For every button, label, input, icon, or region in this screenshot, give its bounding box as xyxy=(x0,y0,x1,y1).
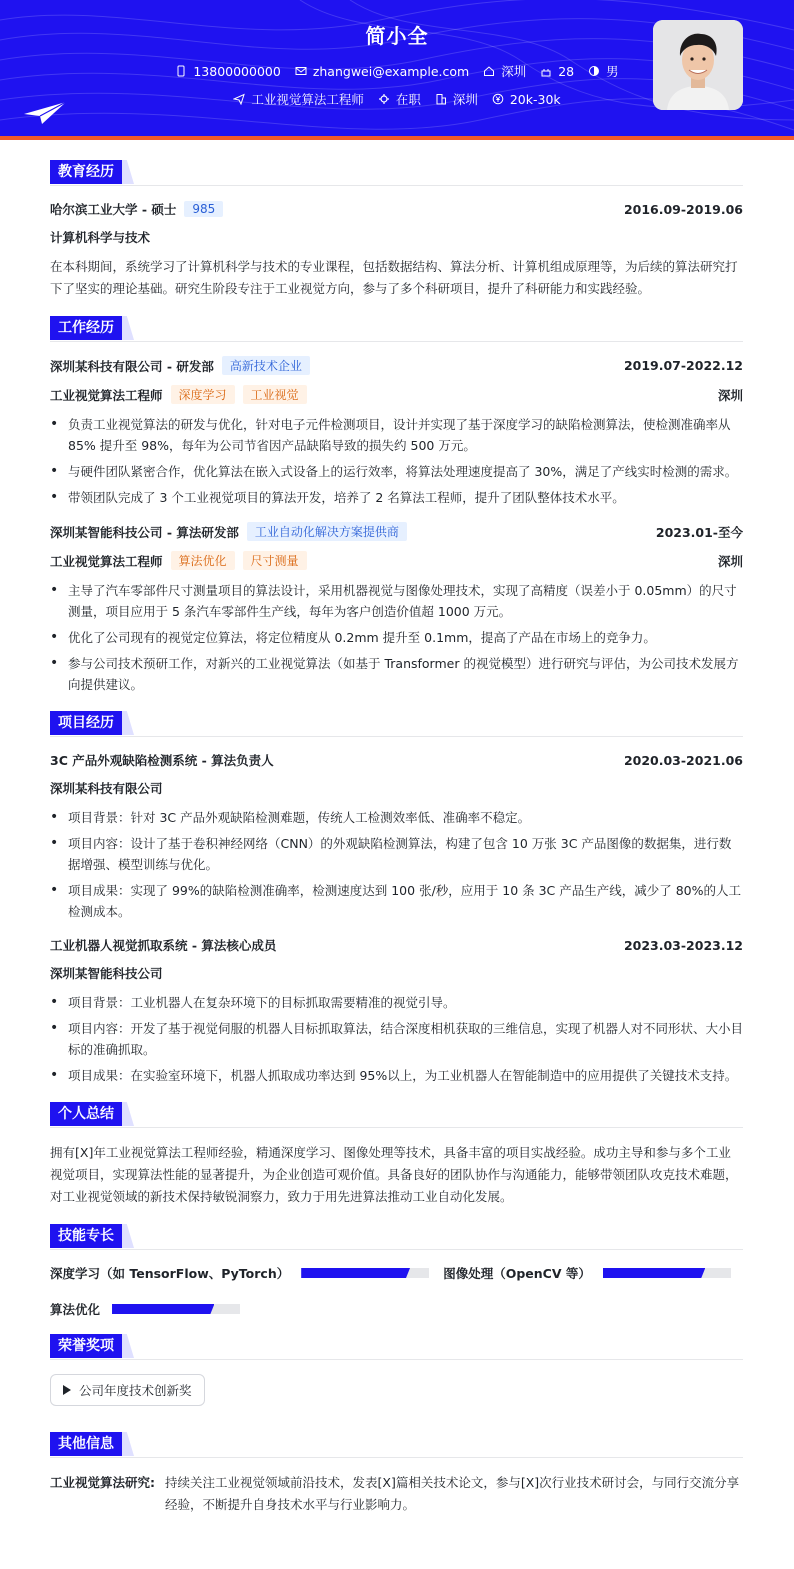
candidate-name: 简小全 xyxy=(365,24,429,48)
bullet-item: • 项目内容：开发了基于视觉伺服的机器人目标抓取算法，结合深度相机获取的三维信息，实现了机器人对不同形状、大小目标的准确抓取。 xyxy=(50,1018,743,1060)
section-title: 其他信息 xyxy=(50,1432,122,1456)
age-item xyxy=(540,62,574,80)
avatar xyxy=(653,20,743,110)
work-bullets xyxy=(50,414,743,508)
skill-name: 深度学习（如 TensorFlow、PyTorch） xyxy=(50,1266,290,1281)
award-button[interactable] xyxy=(50,1374,205,1406)
education-description: 在本科期间，系统学习了计算机科学与技术的专业课程，包括数据结构、算法分析、计算机组成原理等，为后续的算法研究打下了坚实的理论基础。研究生阶段专注于工业视觉方向，参与了多个科研项目，提升了科研能力和实践经验。 xyxy=(50,259,738,296)
location-text: 深圳 xyxy=(501,64,527,79)
section-title-decor xyxy=(122,1432,134,1456)
skills-section xyxy=(50,1224,743,1318)
role-tag: 深度学习 xyxy=(171,385,235,404)
other-info-label: 工业视觉算法研究: xyxy=(50,1475,155,1490)
skill-level-bar xyxy=(301,1268,429,1278)
skill-level-fill xyxy=(603,1268,705,1278)
target-city-item xyxy=(435,90,478,108)
salary-icon xyxy=(492,93,504,105)
other-section xyxy=(50,1432,743,1516)
position-item xyxy=(233,90,364,108)
bullet-item: • 优化了公司现有的视觉定位算法，将定位精度从 0.2mm 提升至 0.1mm，提高了产品在市场上的竞争力。 xyxy=(50,627,743,648)
skills-list xyxy=(50,1264,743,1318)
target-position: 工业视觉算法工程师 xyxy=(251,92,364,107)
honors-section xyxy=(50,1334,743,1416)
project-bullets xyxy=(50,992,743,1086)
major-row xyxy=(50,228,743,246)
salary-item xyxy=(492,90,561,108)
bullet-item: • 负责工业视觉算法的研发与优化，针对电子元件检测项目，设计并实现了基于深度学习的缺陷检测算法，使检测准确率从 85% 提升至 98%，每年为公司节省因产品缺陷导致的损失约 500 万元。 xyxy=(50,414,743,456)
age-icon xyxy=(540,65,552,77)
section-header xyxy=(50,160,743,186)
age-text: 28 xyxy=(558,63,575,79)
send-icon xyxy=(233,93,245,105)
project-date: 2023.03-2023.12 xyxy=(623,937,743,953)
project-item xyxy=(50,936,743,1086)
status-icon xyxy=(378,93,390,105)
education-header xyxy=(50,200,743,218)
email-item xyxy=(295,62,469,80)
section-header xyxy=(50,316,743,342)
job-role: 工业视觉算法工程师 xyxy=(50,387,163,403)
expected-salary: 20k-30k xyxy=(509,91,561,107)
status-item xyxy=(378,90,421,108)
bullet-item: • 项目成果：实现了 99%的缺陷检测准确率，检测速度达到 100 张/秒，应用于 10 条 3C 产品生产线，减少了 80%的人工检测成本。 xyxy=(50,880,743,922)
email-address: zhangwei@example.com xyxy=(312,63,470,79)
role-tag: 算法优化 xyxy=(171,551,235,570)
avatar-portrait xyxy=(653,20,743,110)
skill-item xyxy=(443,1264,731,1282)
mail-icon xyxy=(295,65,307,77)
section-title-decor xyxy=(122,316,134,340)
bullet-item: • 带领团队完成了 3 个工业视觉项目的算法开发，培养了 2 名算法工程师，提升了团队整体技术水平。 xyxy=(50,487,743,508)
role-tag: 尺寸测量 xyxy=(243,551,307,570)
bullet-item: • 与硬件团队紧密合作，优化算法在嵌入式设备上的运行效率，将算法处理速度提高了 30%，满足了产线实时检测的需求。 xyxy=(50,461,743,482)
section-header xyxy=(50,1432,743,1458)
project-company: 深圳某科技有限公司 xyxy=(50,781,163,796)
major-name: 计算机科学与技术 xyxy=(50,230,151,245)
section-title-decor xyxy=(122,1224,134,1248)
job-role: 工业视觉算法工程师 xyxy=(50,553,163,569)
section-header xyxy=(50,1334,743,1360)
section-title: 荣誉奖项 xyxy=(50,1334,122,1358)
work-city: 深圳 xyxy=(717,387,743,403)
skill-item xyxy=(50,1264,429,1282)
bullet-item: • 项目背景：工业机器人在复杂环境下的目标抓取需要精准的视觉引导。 xyxy=(50,992,743,1013)
bullet-item: • 项目成果：在实验室环境下，机器人抓取成功率达到 95%以上，为工业机器人在智能制造中的应用提供了关键技术支持。 xyxy=(50,1065,743,1086)
section-title: 个人总结 xyxy=(50,1102,122,1126)
skill-level-fill xyxy=(301,1268,410,1278)
work-item xyxy=(50,522,743,695)
work-item xyxy=(50,356,743,508)
company-tag: 高新技术企业 xyxy=(222,356,310,375)
education-section xyxy=(50,160,743,300)
bullet-item: • 参与公司技术预研工作，对新兴的工业视觉算法（如基于 Transformer 的视觉模型）进行研究与评估，为公司技术发展方向提供建议。 xyxy=(50,653,743,695)
role-tag: 工业视觉 xyxy=(243,385,307,404)
project-item xyxy=(50,751,743,922)
skill-name: 图像处理（OpenCV 等） xyxy=(443,1266,591,1281)
skill-name: 算法优化 xyxy=(50,1302,101,1317)
section-title: 工作经历 xyxy=(50,316,122,340)
section-title-decor xyxy=(122,160,134,184)
award-label: 公司年度技术创新奖 xyxy=(79,1383,192,1398)
skill-level-bar xyxy=(112,1304,240,1314)
location-item xyxy=(483,62,526,80)
work-date: 2019.07-2022.12 xyxy=(623,358,743,373)
school-name: 哈尔滨工业大学 - 硕士 xyxy=(50,202,177,217)
project-name: 工业机器人视觉抓取系统 - 算法核心成员 xyxy=(50,938,277,953)
projects-section xyxy=(50,711,743,1086)
target-city: 深圳 xyxy=(452,92,478,107)
phone-item xyxy=(175,62,280,80)
section-title-decor xyxy=(122,1334,134,1358)
section-title: 教育经历 xyxy=(50,160,122,184)
company-name: 深圳某智能科技公司 - 算法研发部 xyxy=(50,524,239,540)
gender-item xyxy=(588,62,619,80)
summary-text: 拥有[X]年工业视觉算法工程师经验，精通深度学习、图像处理等技术，具备丰富的项目实战经验。成功主导和参与多个工业视觉项目，实现算法性能的显著提升，为企业创造可观价值。具备良好的团队协作与沟通能力，能够带领团队攻克技术难题，对工业视觉领域的新技术保持敏锐洞察力，致力于用先进算法推动工业自动化发展。 xyxy=(50,1145,738,1204)
project-name: 3C 产品外观缺陷检测系统 - 算法负责人 xyxy=(50,753,274,768)
bullet-item: • 项目背景：针对 3C 产品外观缺陷检测难题，传统人工检测效率低、准确率不稳定。 xyxy=(50,807,743,828)
section-header xyxy=(50,1224,743,1250)
gender-icon xyxy=(588,65,600,77)
other-info-row xyxy=(50,1472,743,1516)
section-header xyxy=(50,711,743,737)
section-title: 项目经历 xyxy=(50,711,122,735)
project-bullets xyxy=(50,807,743,922)
work-bullets xyxy=(50,580,743,695)
phone-number: 13800000000 xyxy=(193,63,281,79)
company-name: 深圳某科技有限公司 - 研发部 xyxy=(50,358,214,374)
building-icon xyxy=(435,93,447,105)
section-title-decor xyxy=(122,1102,134,1126)
resume-body xyxy=(50,160,743,1532)
phone-icon xyxy=(175,65,187,77)
work-city: 深圳 xyxy=(717,553,743,569)
section-header xyxy=(50,1102,743,1128)
school-tag: 985 xyxy=(184,201,223,217)
gender-text: 男 xyxy=(606,64,619,79)
play-triangle-icon xyxy=(63,1385,71,1395)
project-company: 深圳某智能科技公司 xyxy=(50,966,163,981)
paper-plane-logo xyxy=(24,100,66,124)
section-title-decor xyxy=(122,711,134,735)
employment-status: 在职 xyxy=(395,92,421,107)
company-tag: 工业自动化解决方案提供商 xyxy=(247,522,407,541)
work-section xyxy=(50,316,743,695)
other-info-text: 持续关注工业视觉领域前沿技术，发表[X]篇相关技术论文，参与[X]次行业技术研讨会，与同行交流分享经验，不断提升自身技术水平与行业影响力。 xyxy=(165,1475,740,1512)
bullet-item: • 主导了汽车零部件尺寸测量项目的算法设计，采用机器视觉与图像处理技术，实现了高精度（误差小于 0.05mm）的尺寸测量，项目应用于 5 条汽车零部件生产线，每年为客户创造价值超 1000 万元。 xyxy=(50,580,743,622)
education-date: 2016.09-2019.06 xyxy=(623,201,743,217)
home-icon xyxy=(483,65,495,77)
bullet-item: • 项目内容：设计了基于卷积神经网络（CNN）的外观缺陷检测算法，构建了包含 10 万张 3C 产品图像的数据集，进行数据增强、模型训练与优化。 xyxy=(50,833,743,875)
section-title: 技能专长 xyxy=(50,1224,122,1248)
work-date: 2023.01-至今 xyxy=(655,524,743,540)
resume-header xyxy=(0,0,794,140)
summary-section xyxy=(50,1102,743,1208)
skill-item xyxy=(50,1300,240,1318)
skill-level-bar xyxy=(603,1268,731,1278)
project-date: 2020.03-2021.06 xyxy=(623,752,743,768)
skill-level-fill xyxy=(112,1304,214,1314)
